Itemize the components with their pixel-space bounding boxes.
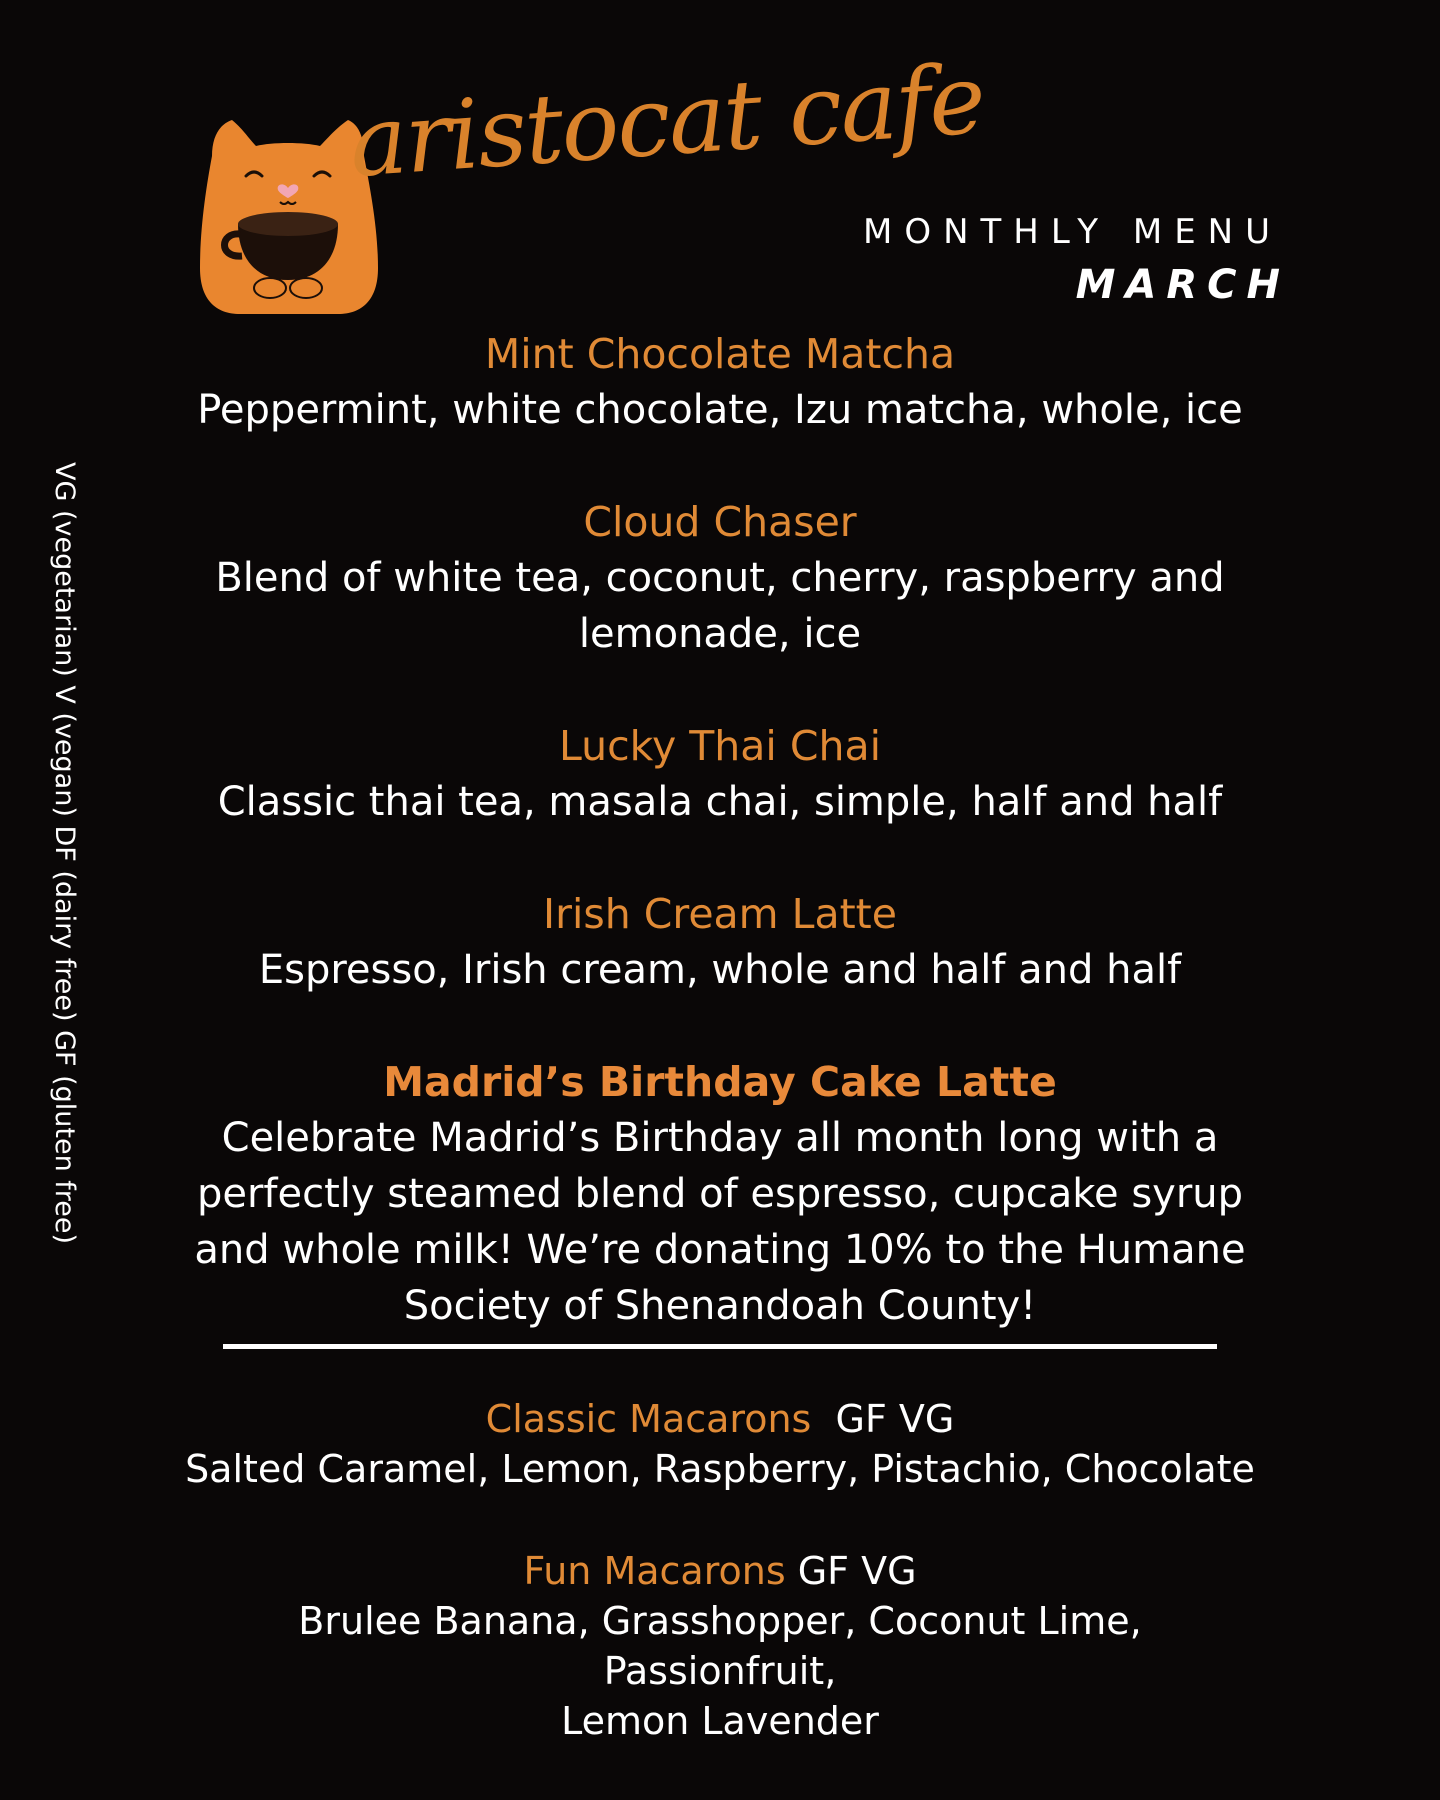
brand-script-title: aristocat cafe [346,42,988,199]
item-name: Lucky Thai Chai [559,722,881,770]
item-name: Mint Chocolate Matcha [484,330,956,378]
section-divider [223,1344,1217,1349]
month-heading: MARCH [1075,262,1290,308]
item-description: and whole milk! We’re donating 10% to the Humane [194,1227,1246,1273]
featured-item-name: Madrid’s Birthday Cake Latte [383,1058,1057,1106]
menu-item-lucky-thai-chai [180,718,1260,830]
item-description: lemonade, ice [578,611,862,657]
item-description: Espresso, Irish cream, whole and half and half [258,947,1182,993]
menu-item-cloud-chaser [180,494,1260,662]
item-description: Salted Caramel, Lemon, Raspberry, Pistachio, Chocolate [185,1447,1255,1491]
drinks-list [180,326,1260,1349]
item-name: Irish Cream Latte [543,890,897,938]
item-description: Society of Shenandoah County! [403,1283,1037,1329]
item-description: perfectly steamed blend of espresso, cupcake syrup [196,1171,1244,1217]
item-description: Brulee Banana, Grasshopper, Coconut Lime, Passionfruit, [298,1599,1142,1693]
item-description: Celebrate Madrid’s Birthday all month long with a [221,1115,1219,1161]
menu-item-birthday-cake-latte [180,1054,1260,1334]
menu-item-classic-macarons [180,1394,1260,1494]
item-name: Fun Macarons [523,1549,786,1593]
item-description: Blend of white tea, coconut, cherry, raspberry and [215,555,1225,601]
dietary-legend: VG (vegetarian) V (vegan) DF (dairy free) GF (gluten free) [49,462,80,1245]
item-description: Peppermint, white chocolate, Izu matcha, whole, ice [197,387,1243,433]
menu-item-mint-chocolate-matcha [180,326,1260,438]
item-description: Lemon Lavender [561,1699,879,1743]
item-name: Classic Macarons [485,1397,812,1441]
menu-header [0,0,1440,330]
monthly-menu-heading: MONTHLY MENU [862,212,1282,252]
dietary-tags: GF VG [835,1397,955,1441]
dietary-tags: GF VG [797,1549,917,1593]
item-description: Classic thai tea, masala chai, simple, half and half [217,779,1223,825]
menu-item-irish-cream-latte [180,886,1260,998]
item-name: Cloud Chaser [583,498,857,546]
menu-item-fun-macarons [180,1546,1260,1746]
sweets-list [180,1394,1260,1746]
